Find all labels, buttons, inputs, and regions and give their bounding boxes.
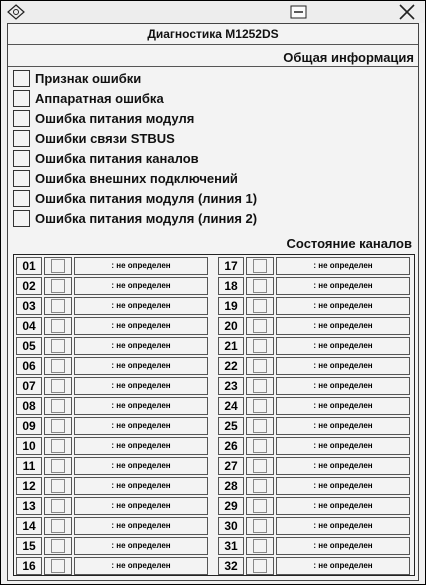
- channel-number: 32: [218, 557, 244, 575]
- channel-checkbox[interactable]: [253, 259, 267, 273]
- channel-number: 11: [16, 457, 42, 475]
- channel-status: : не определен: [74, 517, 208, 535]
- channel-checkbox[interactable]: [253, 279, 267, 293]
- error-checkbox[interactable]: [13, 190, 30, 207]
- channel-number: 01: [16, 257, 42, 275]
- divider: [8, 44, 418, 45]
- error-label: Ошибка питания модуля (линия 1): [35, 191, 258, 206]
- channel-indicator[interactable]: [44, 317, 72, 335]
- error-row: [13, 90, 164, 108]
- channel-status: : не определен: [276, 497, 410, 515]
- error-checkbox[interactable]: [13, 210, 30, 227]
- channel-indicator[interactable]: [44, 257, 72, 275]
- error-checkbox[interactable]: [13, 150, 30, 167]
- channel-checkbox[interactable]: [51, 399, 65, 413]
- channel-number: 12: [16, 477, 42, 495]
- close-icon[interactable]: [397, 3, 417, 21]
- channel-status: : не определен: [74, 317, 208, 335]
- channel-checkbox[interactable]: [253, 419, 267, 433]
- channel-checkbox[interactable]: [253, 319, 267, 333]
- error-label: Ошибка питания каналов: [35, 151, 199, 166]
- channel-number: 21: [218, 337, 244, 355]
- error-label: Ошибка внешних подключений: [35, 171, 238, 186]
- error-row: [13, 130, 175, 148]
- channel-indicator[interactable]: [44, 277, 72, 295]
- error-checkbox[interactable]: [13, 110, 30, 127]
- channel-checkbox[interactable]: [51, 279, 65, 293]
- channel-status: : не определен: [74, 537, 208, 555]
- error-row: [13, 70, 142, 88]
- channel-status: : не определен: [276, 277, 410, 295]
- channel-indicator[interactable]: [44, 337, 72, 355]
- channel-indicator[interactable]: [246, 297, 274, 315]
- channel-status: : не определен: [276, 437, 410, 455]
- channel-indicator[interactable]: [44, 477, 72, 495]
- channel-indicator[interactable]: [246, 277, 274, 295]
- channel-number: 07: [16, 377, 42, 395]
- channel-checkbox[interactable]: [253, 479, 267, 493]
- channel-number: 05: [16, 337, 42, 355]
- channel-number: 30: [218, 517, 244, 535]
- error-row: [13, 190, 258, 208]
- channel-checkbox[interactable]: [51, 319, 65, 333]
- channels-heading: Состояние каналов: [286, 236, 412, 251]
- channel-status: : не определен: [74, 557, 208, 575]
- channel-status: : не определен: [276, 337, 410, 355]
- channel-checkbox[interactable]: [51, 519, 65, 533]
- channel-status: : не определен: [276, 377, 410, 395]
- channel-checkbox[interactable]: [51, 359, 65, 373]
- channel-number: 09: [16, 417, 42, 435]
- channel-checkbox[interactable]: [253, 559, 267, 573]
- error-label: Ошибка питания модуля: [35, 111, 195, 126]
- channel-number: 24: [218, 397, 244, 415]
- channel-indicator[interactable]: [246, 457, 274, 475]
- channel-status: : не определен: [276, 537, 410, 555]
- channel-number: 06: [16, 357, 42, 375]
- channel-number: 18: [218, 277, 244, 295]
- channel-status: : не определен: [74, 497, 208, 515]
- channel-number: 23: [218, 377, 244, 395]
- channel-checkbox[interactable]: [253, 499, 267, 513]
- channel-indicator[interactable]: [246, 417, 274, 435]
- channel-indicator[interactable]: [44, 297, 72, 315]
- channel-indicator[interactable]: [246, 317, 274, 335]
- error-label: Ошибки связи STBUS: [35, 131, 175, 146]
- channel-checkbox[interactable]: [51, 259, 65, 273]
- channel-indicator[interactable]: [246, 357, 274, 375]
- channel-number: 04: [16, 317, 42, 335]
- channel-indicator[interactable]: [246, 537, 274, 555]
- error-checkbox[interactable]: [13, 70, 30, 87]
- channel-number: 31: [218, 537, 244, 555]
- channel-status: : не определен: [74, 437, 208, 455]
- channel-indicator[interactable]: [246, 477, 274, 495]
- channel-status: : не определен: [74, 277, 208, 295]
- channel-status: : не определен: [74, 377, 208, 395]
- channel-number: 16: [16, 557, 42, 575]
- channel-checkbox[interactable]: [253, 359, 267, 373]
- window-menu-icon[interactable]: [7, 4, 25, 20]
- channel-number: 22: [218, 357, 244, 375]
- channel-indicator[interactable]: [44, 417, 72, 435]
- channel-status: : не определен: [276, 557, 410, 575]
- channel-status: : не определен: [276, 477, 410, 495]
- channel-status: : не определен: [74, 257, 208, 275]
- channel-indicator[interactable]: [246, 557, 274, 575]
- error-row: [13, 210, 258, 228]
- channel-number: 13: [16, 497, 42, 515]
- channel-status: : не определен: [276, 417, 410, 435]
- panel-title: Диагностика M1252DS: [147, 27, 279, 41]
- channel-indicator[interactable]: [44, 517, 72, 535]
- divider: [8, 66, 418, 67]
- error-checkbox[interactable]: [13, 170, 30, 187]
- error-label: Аппаратная ошибка: [35, 91, 164, 106]
- title-bar[interactable]: [1, 1, 425, 23]
- channel-checkbox[interactable]: [51, 379, 65, 393]
- channel-indicator[interactable]: [44, 437, 72, 455]
- channel-status: : не определен: [74, 477, 208, 495]
- diagnostics-panel: [7, 23, 419, 581]
- channel-number: 02: [16, 277, 42, 295]
- channel-status: : не определен: [276, 317, 410, 335]
- channel-checkbox[interactable]: [253, 519, 267, 533]
- channel-number: 17: [218, 257, 244, 275]
- error-row: [13, 150, 199, 168]
- channel-indicator[interactable]: [246, 337, 274, 355]
- channel-number: 25: [218, 417, 244, 435]
- channel-checkbox[interactable]: [253, 439, 267, 453]
- channel-indicator[interactable]: [246, 497, 274, 515]
- channel-number: 28: [218, 477, 244, 495]
- channel-status: : не определен: [276, 357, 410, 375]
- channel-indicator[interactable]: [246, 437, 274, 455]
- general-info-heading: Общая информация: [283, 50, 414, 65]
- channel-number: 20: [218, 317, 244, 335]
- channel-checkbox[interactable]: [51, 479, 65, 493]
- channel-number: 29: [218, 497, 244, 515]
- channel-number: 15: [16, 537, 42, 555]
- channel-indicator[interactable]: [246, 517, 274, 535]
- channel-indicator[interactable]: [44, 537, 72, 555]
- channel-checkbox[interactable]: [51, 439, 65, 453]
- channel-status: : не определен: [276, 297, 410, 315]
- error-checkbox[interactable]: [13, 90, 30, 107]
- channel-checkbox[interactable]: [51, 559, 65, 573]
- channel-checkbox[interactable]: [51, 459, 65, 473]
- channel-checkbox[interactable]: [51, 339, 65, 353]
- channel-number: 26: [218, 437, 244, 455]
- channel-number: 10: [16, 437, 42, 455]
- channel-status: : не определен: [276, 397, 410, 415]
- channel-indicator[interactable]: [44, 377, 72, 395]
- channel-indicator[interactable]: [246, 377, 274, 395]
- channel-indicator[interactable]: [246, 257, 274, 275]
- channels-grid: [13, 254, 415, 576]
- channel-number: 08: [16, 397, 42, 415]
- error-row: [13, 170, 238, 188]
- error-label: Ошибка питания модуля (линия 2): [35, 211, 258, 226]
- channel-checkbox[interactable]: [51, 539, 65, 553]
- minimize-icon[interactable]: [290, 5, 308, 19]
- channel-checkbox[interactable]: [51, 299, 65, 313]
- channel-checkbox[interactable]: [253, 379, 267, 393]
- channel-indicator[interactable]: [44, 457, 72, 475]
- error-checkbox[interactable]: [13, 130, 30, 147]
- channel-checkbox[interactable]: [51, 419, 65, 433]
- channel-checkbox[interactable]: [253, 399, 267, 413]
- channel-checkbox[interactable]: [253, 459, 267, 473]
- channel-checkbox[interactable]: [253, 539, 267, 553]
- channel-status: : не определен: [74, 397, 208, 415]
- channel-checkbox[interactable]: [51, 499, 65, 513]
- error-label: Признак ошибки: [35, 71, 142, 86]
- channel-status: : не определен: [74, 417, 208, 435]
- channel-status: : не определен: [74, 357, 208, 375]
- channel-status: : не определен: [276, 257, 410, 275]
- channel-number: 14: [16, 517, 42, 535]
- channel-status: : не определен: [74, 337, 208, 355]
- channel-status: : не определен: [74, 457, 208, 475]
- channel-indicator[interactable]: [44, 497, 72, 515]
- channel-indicator[interactable]: [44, 397, 72, 415]
- channel-status: : не определен: [74, 297, 208, 315]
- channel-number: 19: [218, 297, 244, 315]
- channel-indicator[interactable]: [44, 357, 72, 375]
- channel-indicator[interactable]: [44, 557, 72, 575]
- channel-checkbox[interactable]: [253, 299, 267, 313]
- channel-indicator[interactable]: [246, 397, 274, 415]
- error-row: [13, 110, 195, 128]
- channel-checkbox[interactable]: [253, 339, 267, 353]
- channel-number: 27: [218, 457, 244, 475]
- channel-status: : не определен: [276, 517, 410, 535]
- channel-status: : не определен: [276, 457, 410, 475]
- channel-number: 03: [16, 297, 42, 315]
